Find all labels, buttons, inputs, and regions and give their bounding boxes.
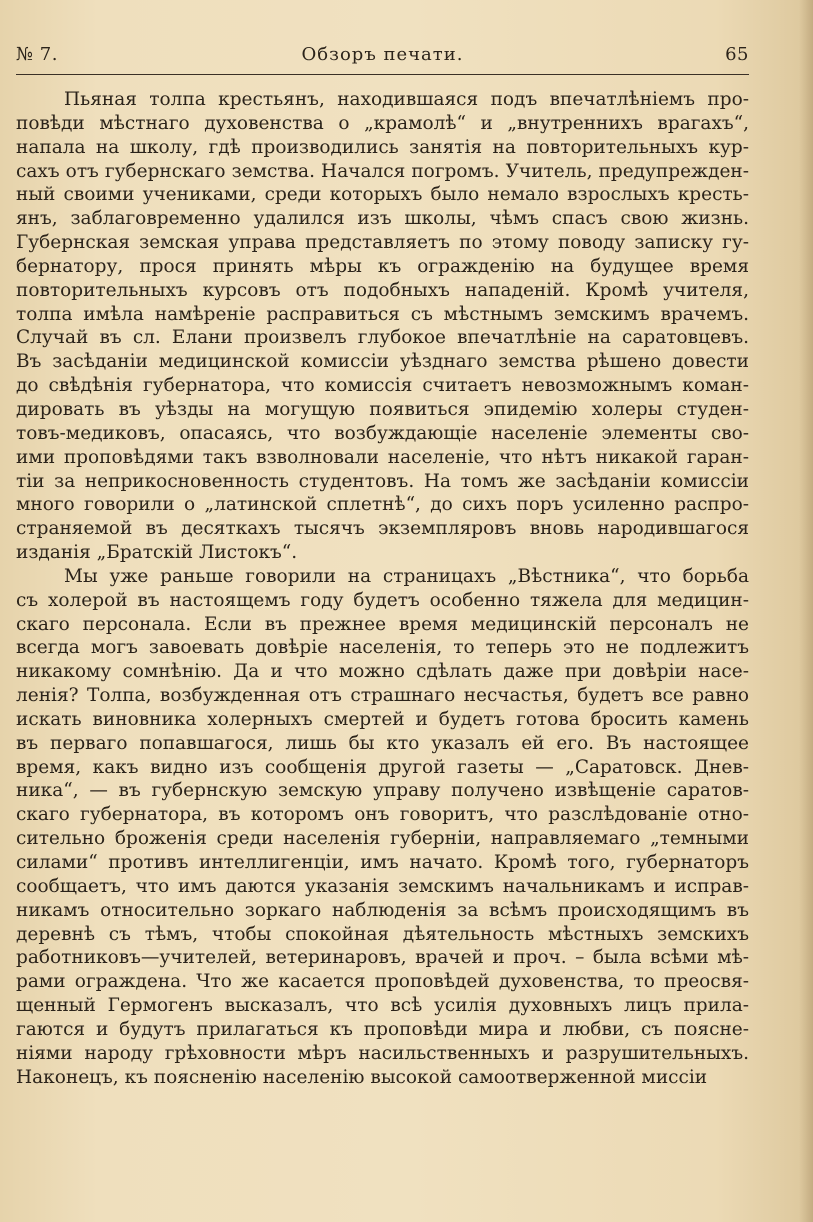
- text-line: товъ-медиковъ, опасаясь, что возбуждающіе населеніе элементы сво-: [16, 422, 749, 444]
- text-line: бернатору, прося принять мѣры къ огражденію на будущее время: [16, 255, 749, 277]
- text-line: щенный Гермогенъ высказалъ, что всѣ усилія духовныхъ лицъ прила-: [16, 995, 749, 1017]
- text-line: дировать въ уѣзды на могущую появиться эпидемію холеры студен-: [16, 398, 749, 420]
- text-line: сахъ отъ губернскаго земства. Начался погромъ. Учитель, предупрежден-: [16, 160, 749, 182]
- text-line: толпа имѣла намѣреніе расправиться съ мѣстнымъ земскимъ врачемъ.: [16, 303, 749, 325]
- text-line: деревнѣ съ тѣмъ, чтобы спокойная дѣятельность мѣстныхъ земскихъ: [16, 923, 749, 945]
- issue-number: № 7.: [16, 44, 58, 65]
- text-line: Случай въ сл. Елани произвелъ глубокое впечатлѣніе на саратовцевъ.: [16, 327, 749, 349]
- text-line: скаго персонала. Если въ прежнее время медицинскій персоналъ не: [16, 613, 749, 635]
- text-line: силами“ противъ интеллигенціи, имъ начато. Кромѣ того, губернаторъ: [16, 852, 749, 873]
- text-line: ный своими учениками, среди которыхъ было немало взрослыхъ кресть-: [16, 184, 749, 206]
- text-line: въ перваго попавшагося, лишь бы кто указалъ ей его. Въ настоящее: [16, 732, 749, 754]
- text-line: тіи за неприкосновенность студентовъ. На томъ же засѣданіи комиссіи: [16, 470, 749, 492]
- text-line: скаго губернатора, въ которомъ онъ говоритъ, что разслѣдованіе отно-: [16, 804, 749, 826]
- text-line: янъ, заблаговременно удалился изъ школы, чѣмъ спасъ свою жизнь.: [16, 208, 749, 230]
- text-line: повторительныхъ курсовъ отъ подобныхъ нападеній. Кромѣ учителя,: [16, 279, 749, 301]
- text-line: напала на школу, гдѣ производились занятія на повторительныхъ кур-: [16, 136, 749, 158]
- article-body: [16, 88, 749, 1089]
- text-line: никамъ относительно зоркаго наблюденія за всѣмъ происходящимъ въ: [16, 899, 749, 921]
- page-number: 65: [725, 44, 749, 65]
- text-line: до свѣдѣнія губернатора, что комиссія считаетъ невозможнымъ коман-: [16, 375, 749, 397]
- text-line: искать виновника холерныхъ смертей и будетъ готова бросить камень: [16, 708, 749, 730]
- text-line: Въ засѣданіи медицинской комиссіи уѣзднаго земства рѣшено довести: [16, 351, 749, 373]
- text-line: Наконецъ, къ поясненію населенію высокой самоотверженной миссіи: [16, 1066, 708, 1088]
- text-line: повѣди мѣстнаго духовенства о „крамолѣ“ и „внутреннихъ врагахъ“,: [16, 112, 749, 134]
- text-line: ника“, — въ губернскую земскую управу получено извѣщеніе саратов-: [16, 780, 749, 802]
- header-rule: [16, 74, 749, 75]
- text-line: гаются и будутъ прилагаться къ проповѣди мира и любви, съ поясне-: [16, 1018, 749, 1040]
- text-line: работниковъ—учителей, ветеринаровъ, врачей и проч. – была всѣми мѣ-: [16, 947, 749, 969]
- text-line: страняемой въ десяткахъ тысячъ экземпляровъ вновь народившагося: [16, 518, 749, 540]
- text-line: сительно броженія среди населенія губерніи, направляемаго „темными: [16, 828, 749, 850]
- text-line: много говорили о „латинской сплетнѣ“, до сихъ поръ усиленно распро-: [16, 494, 749, 516]
- running-header: [16, 40, 749, 68]
- text-line: изданія „Братскій Листокъ“.: [16, 542, 298, 564]
- text-line: рами ограждена. Что же касается проповѣдей духовенства, то преосвя-: [16, 971, 749, 993]
- text-line: Мы уже раньше говорили на страницахъ „Вѣстника“, что борьба: [64, 565, 749, 587]
- text-line: ніями народу грѣховности мѣръ насильственныхъ и разрушительныхъ.: [16, 1042, 749, 1064]
- page-spine-shadow: [799, 0, 813, 1222]
- text-line: всегда могъ завоевать довѣріе населенія, то теперь это не подлежитъ: [16, 637, 749, 659]
- text-line: никакому сомнѣнію. Да и что можно сдѣлать даже при довѣріи насе-: [16, 661, 749, 683]
- text-line: съ холерой въ настоящемъ году будетъ особенно тяжела для медицин-: [16, 589, 749, 611]
- text-line: время, какъ видно изъ сообщенія другой газеты — „Саратовск. Днев-: [16, 756, 749, 778]
- section-title: Обзоръ печати.: [301, 44, 464, 65]
- text-line: ленія? Толпа, возбужденная отъ страшнаго несчастья, будетъ все равно: [16, 685, 749, 707]
- text-line: ими проповѣдями такъ взволновали населеніе, что нѣтъ никакой гаран-: [16, 446, 749, 468]
- text-line: Пьяная толпа крестьянъ, находившаяся подъ впечатлѣніемъ про-: [64, 89, 749, 110]
- text-line: Губернская земская управа представляетъ по этому поводу записку гу-: [16, 232, 749, 254]
- text-line: сообщаетъ, что имъ даются указанія земскимъ начальникамъ и исправ-: [16, 875, 749, 897]
